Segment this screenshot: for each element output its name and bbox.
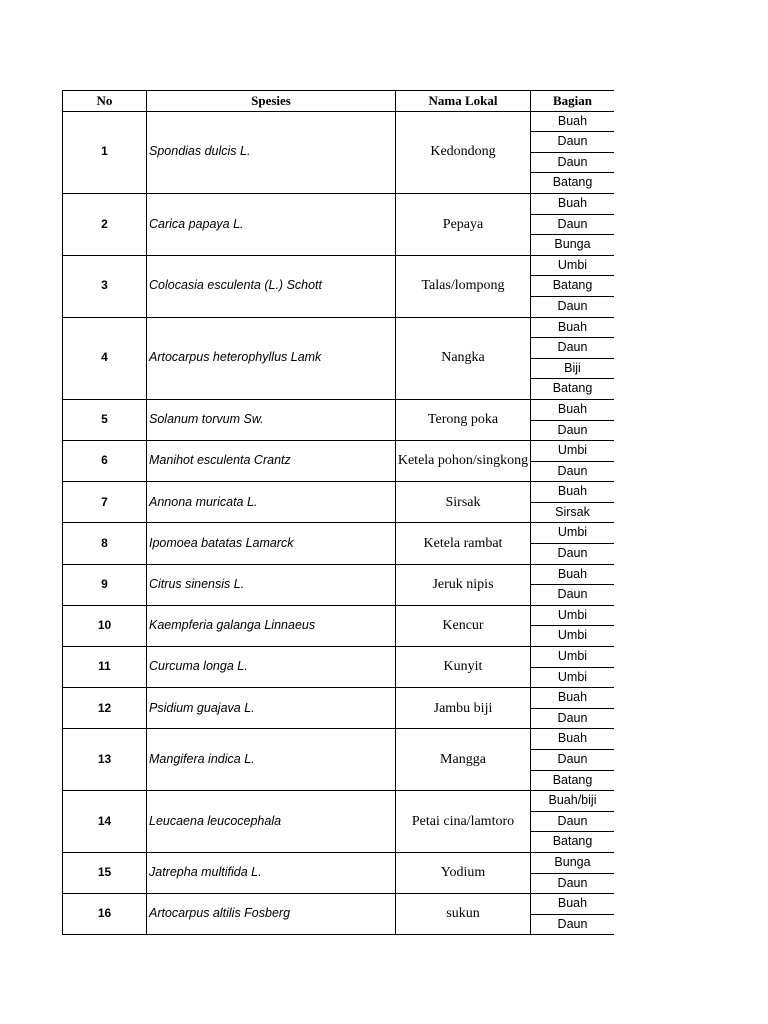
part-cell: Buah <box>531 399 615 420</box>
table-row <box>63 523 615 544</box>
no-cell: 9 <box>63 564 147 605</box>
species-cell: Kaempferia galanga Linnaeus <box>147 605 396 646</box>
part-cell: Buah <box>531 564 615 585</box>
table-row <box>63 399 615 420</box>
part-cell: Buah <box>531 688 615 709</box>
local-name-cell: Sirsak <box>396 482 531 523</box>
part-cell: Daun <box>531 296 615 317</box>
part-cell: Buah/biji <box>531 791 615 812</box>
no-cell: 1 <box>63 111 147 193</box>
header-spesies: Spesies <box>147 91 396 112</box>
part-cell: Batang <box>531 173 615 194</box>
table-row <box>63 193 615 214</box>
table-row <box>63 852 615 873</box>
table-row <box>63 605 615 626</box>
part-cell: Daun <box>531 152 615 173</box>
no-cell: 3 <box>63 255 147 317</box>
part-cell: Buah <box>531 482 615 503</box>
table-row <box>63 441 615 462</box>
part-cell: Sirsak <box>531 502 615 523</box>
part-cell: Daun <box>531 544 615 565</box>
table-row <box>63 317 615 338</box>
no-cell: 5 <box>63 399 147 440</box>
table-row <box>63 564 615 585</box>
part-cell: Umbi <box>531 667 615 688</box>
no-cell: 7 <box>63 482 147 523</box>
part-cell: Umbi <box>531 605 615 626</box>
table-row <box>63 111 615 132</box>
local-name-cell: Jambu biji <box>396 688 531 729</box>
part-cell: Daun <box>531 708 615 729</box>
header-no: No <box>63 91 147 112</box>
part-cell: Umbi <box>531 523 615 544</box>
local-name-cell: Talas/lompong <box>396 255 531 317</box>
no-cell: 16 <box>63 894 147 935</box>
part-cell: Umbi <box>531 647 615 668</box>
species-cell: Carica papaya L. <box>147 193 396 255</box>
local-name-cell: Kunyit <box>396 647 531 688</box>
part-cell: Buah <box>531 729 615 750</box>
local-name-cell: Jeruk nipis <box>396 564 531 605</box>
no-cell: 10 <box>63 605 147 646</box>
part-cell: Batang <box>531 832 615 853</box>
no-cell: 14 <box>63 791 147 853</box>
species-cell: Artocarpus heterophyllus Lamk <box>147 317 396 399</box>
species-cell: Spondias dulcis L. <box>147 111 396 193</box>
part-cell: Daun <box>531 914 615 935</box>
part-cell: Buah <box>531 894 615 915</box>
header-bagian: Bagian <box>531 91 615 112</box>
table-row <box>63 647 615 668</box>
part-cell: Buah <box>531 111 615 132</box>
species-cell: Annona muricata L. <box>147 482 396 523</box>
table-body <box>63 111 615 935</box>
no-cell: 11 <box>63 647 147 688</box>
part-cell: Daun <box>531 461 615 482</box>
no-cell: 4 <box>63 317 147 399</box>
table-row <box>63 729 615 750</box>
species-cell: Solanum torvum Sw. <box>147 399 396 440</box>
table-row <box>63 482 615 503</box>
part-cell: Umbi <box>531 441 615 462</box>
species-cell: Leucaena leucocephala <box>147 791 396 853</box>
part-cell: Buah <box>531 317 615 338</box>
header-nama-lokal: Nama Lokal <box>396 91 531 112</box>
local-name-cell: sukun <box>396 894 531 935</box>
part-cell: Daun <box>531 585 615 606</box>
part-cell: Batang <box>531 379 615 400</box>
part-cell: Batang <box>531 276 615 297</box>
table-header <box>63 91 615 112</box>
local-name-cell: Petai cina/lamtoro <box>396 791 531 853</box>
species-cell: Ipomoea batatas Lamarck <box>147 523 396 564</box>
no-cell: 13 <box>63 729 147 791</box>
part-cell: Daun <box>531 338 615 359</box>
part-cell: Daun <box>531 873 615 894</box>
no-cell: 2 <box>63 193 147 255</box>
local-name-cell: Kencur <box>396 605 531 646</box>
species-cell: Artocarpus altilis Fosberg <box>147 894 396 935</box>
table-row <box>63 894 615 915</box>
species-cell: Citrus sinensis L. <box>147 564 396 605</box>
header-row <box>63 91 615 112</box>
species-cell: Manihot esculenta Crantz <box>147 441 396 482</box>
local-name-cell: Kedondong <box>396 111 531 193</box>
no-cell: 12 <box>63 688 147 729</box>
table-row <box>63 688 615 709</box>
species-cell: Mangifera indica L. <box>147 729 396 791</box>
part-cell: Bunga <box>531 852 615 873</box>
no-cell: 8 <box>63 523 147 564</box>
local-name-cell: Nangka <box>396 317 531 399</box>
part-cell: Buah <box>531 193 615 214</box>
part-cell: Daun <box>531 811 615 832</box>
local-name-cell: Yodium <box>396 852 531 893</box>
part-cell: Daun <box>531 420 615 441</box>
species-cell: Psidium guajava L. <box>147 688 396 729</box>
plant-table-container <box>62 90 614 938</box>
part-cell: Daun <box>531 750 615 771</box>
no-cell: 6 <box>63 441 147 482</box>
table-row <box>63 255 615 276</box>
part-cell: Daun <box>531 132 615 153</box>
table-row <box>63 791 615 812</box>
species-cell: Colocasia esculenta (L.) Schott <box>147 255 396 317</box>
local-name-cell: Pepaya <box>396 193 531 255</box>
no-cell: 15 <box>63 852 147 893</box>
local-name-cell: Ketela rambat <box>396 523 531 564</box>
local-name-cell: Ketela pohon/singkong <box>396 441 531 482</box>
species-cell: Curcuma longa L. <box>147 647 396 688</box>
local-name-cell: Terong poka <box>396 399 531 440</box>
plant-species-table <box>62 90 614 935</box>
part-cell: Daun <box>531 214 615 235</box>
part-cell: Bunga <box>531 235 615 256</box>
local-name-cell: Mangga <box>396 729 531 791</box>
part-cell: Umbi <box>531 626 615 647</box>
species-cell: Jatrepha multifida L. <box>147 852 396 893</box>
part-cell: Umbi <box>531 255 615 276</box>
part-cell: Batang <box>531 770 615 791</box>
part-cell: Biji <box>531 358 615 379</box>
